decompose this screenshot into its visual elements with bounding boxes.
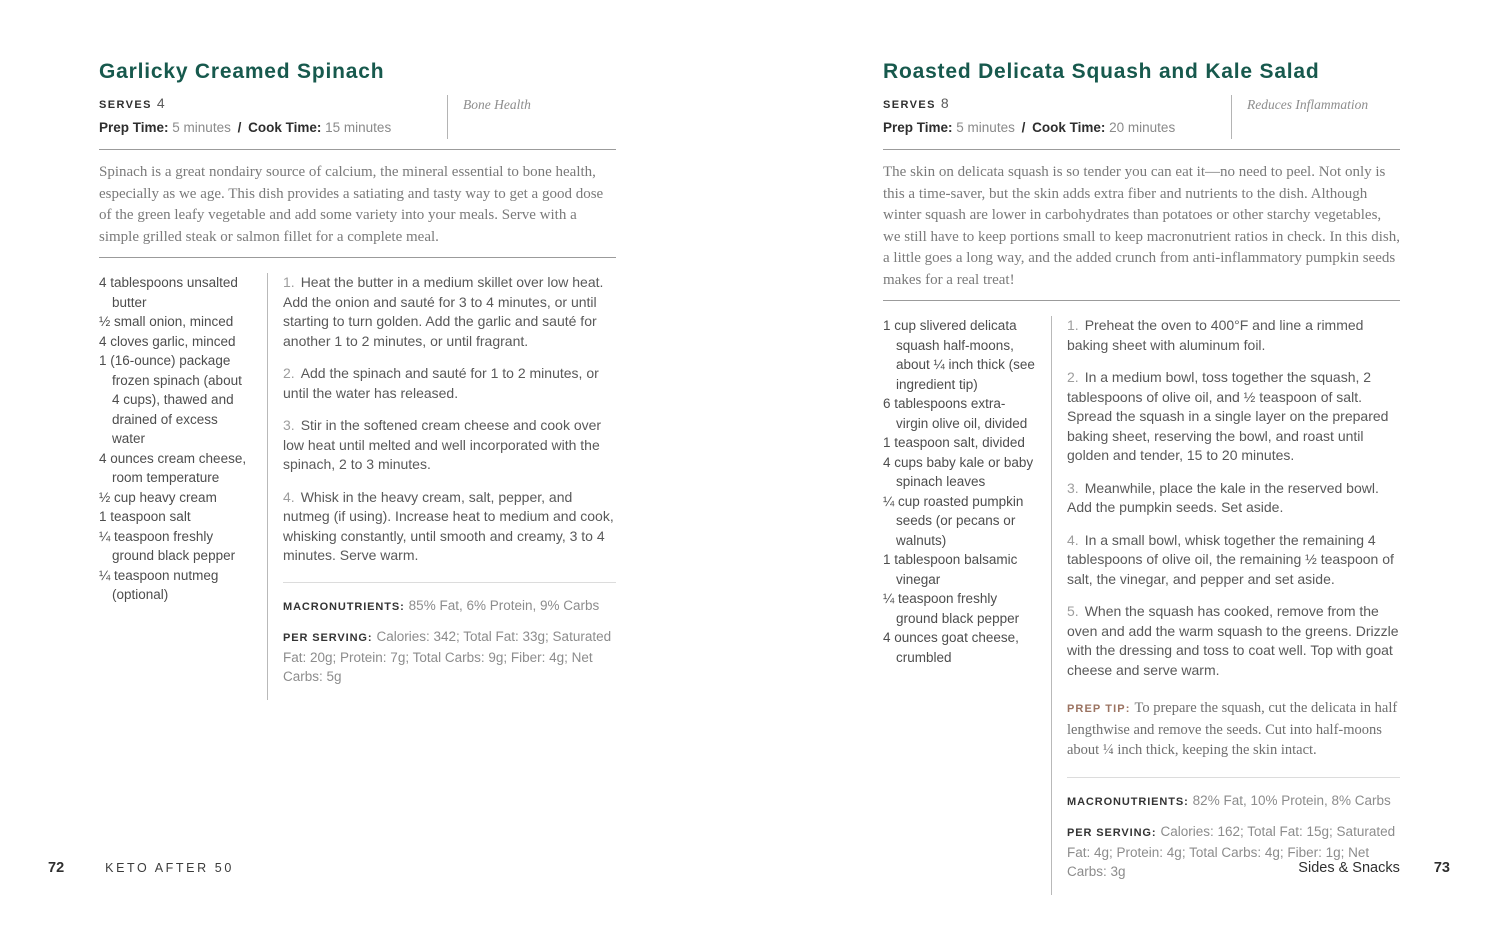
ingredient-item: 1 teaspoon salt <box>99 509 191 524</box>
benefit-tag: Reduces Inflammation <box>1231 95 1368 139</box>
serves-label: SERVES <box>883 99 936 111</box>
cook-time-label: Cook Time: <box>248 120 322 135</box>
step-number: 2. <box>1067 369 1079 385</box>
serves-value: 4 <box>156 95 165 111</box>
ingredient-item: 4 ounces cream cheese, room temperature <box>99 450 247 485</box>
step-number: 2. <box>283 365 295 381</box>
prep-tip-label: PREP TIP: <box>1067 703 1131 715</box>
time-line <box>99 120 616 135</box>
step-text: Stir in the softened cream cheese and cook over low heat until melted and well incorporated with the spinach, 2 to 3 minutes. <box>283 417 602 472</box>
instruction-step <box>283 416 616 475</box>
header-rule <box>99 149 616 150</box>
ingredient-item: ½ cup heavy cream <box>99 489 217 505</box>
step-number: 1. <box>283 274 295 290</box>
macronutrients-line <box>283 596 616 617</box>
page-number-right: 73 <box>1433 860 1450 876</box>
recipe-meta <box>883 95 1400 139</box>
instruction-step <box>283 273 616 351</box>
ingredient-list <box>883 316 1051 895</box>
ingredient-item: 4 ounces goat cheese, crumbled <box>883 630 1019 665</box>
ingredient-item: 1 tablespoon balsamic vinegar <box>883 552 1018 587</box>
ingredient-item: ¼ cup roasted pumpkin seeds (or pecans or walnuts) <box>883 493 1024 548</box>
recipe-left <box>99 60 616 700</box>
step-text: When the squash has cooked, remove from the oven and add the warm squash to the greens. Drizzle with the dressing and toss to coat well. Top with goat cheese and serve warm. <box>1067 603 1399 678</box>
step-text: In a medium bowl, toss together the squash, 2 tablespoons of olive oil, and ½ teaspoon of salt. Spread the squash in a single layer on the prepared baking sheet, reserving the bowl, and roast until golden and tender, 15 to 20 minutes. <box>1067 369 1389 463</box>
step-text: Whisk in the heavy cream, salt, pepper, and nutmeg (if using). Increase heat to medium and cook, whisking constantly, until smooth and creamy, 3 to 4 minutes. Serve warm. <box>283 488 614 563</box>
cook-time-value: 20 minutes <box>1109 120 1176 135</box>
recipe-body <box>883 316 1400 895</box>
step-number: 5. <box>1067 603 1079 619</box>
ingredient-list <box>99 273 267 700</box>
macronutrients-value: 82% Fat, 10% Protein, 8% Carbs <box>1192 792 1391 808</box>
ingredient-item: ¼ teaspoon freshly ground black pepper <box>99 528 236 563</box>
step-number: 4. <box>283 488 295 505</box>
step-text: Add the spinach and sauté for 1 to 2 minutes, or until the water has released. <box>283 365 599 401</box>
recipe-body <box>99 273 616 700</box>
prep-tip-text: To prepare the squash, cut the delicata in half lengthwise and remove the seeds. Cut into half-moons about ¼ inch thick, keeping the skin intact. <box>1067 700 1398 758</box>
ingredient-item: 1 cup slivered delicata squash half-moons, about ¼ inch thick (see ingredient tip) <box>883 318 1035 392</box>
instruction-list <box>1067 316 1400 680</box>
instruction-step <box>283 364 616 403</box>
recipe-intro: Spinach is a great nondairy source of calcium, the mineral essential to bone health, especially as we age. This dish provides a satiating and tasty way to get a good dose of the green leafy vegetable and add some variety into your meals. Serve with a simple grilled steak or salmon fillet for a complete meal. <box>99 164 604 245</box>
intro-rule <box>99 257 616 258</box>
recipe-meta <box>99 95 616 139</box>
recipe-title: Roasted Delicata Squash and Kale Salad <box>883 60 1320 83</box>
prep-time-value: 5 minutes <box>956 120 1015 135</box>
ingredient-item: ½ small onion, minced <box>99 314 234 329</box>
ingredient-item: 1 (16-ounce) package frozen spinach (about 4 cups), thawed and drained of excess water <box>99 353 242 446</box>
ingredient-item: 1 teaspoon salt, divided <box>883 435 1025 450</box>
ingredient-item: 4 cups baby kale or baby spinach leaves <box>883 454 1034 489</box>
instruction-step <box>1067 531 1400 590</box>
instruction-step <box>1067 602 1400 680</box>
cook-time-label: Cook Time: <box>1032 120 1106 135</box>
intro-rule <box>883 300 1400 301</box>
instruction-column <box>267 273 616 700</box>
recipe-right <box>883 60 1400 895</box>
macronutrients-label: MACRONUTRIENTS: <box>283 600 405 613</box>
instruction-step <box>1067 479 1400 518</box>
time-separator: / <box>237 120 242 135</box>
step-number: 3. <box>283 417 295 433</box>
per-serving-label: PER SERVING: <box>1067 826 1157 839</box>
macronutrients-label: MACRONUTRIENTS: <box>1067 795 1189 808</box>
instruction-step <box>1067 368 1400 466</box>
step-number: 4. <box>1067 531 1079 548</box>
prep-time-value: 5 minutes <box>172 120 231 135</box>
serves-value: 8 <box>940 95 949 111</box>
book-title: KETO AFTER 50 <box>105 861 234 875</box>
section-title: Sides & Snacks <box>1298 860 1400 876</box>
macronutrients-value: 85% Fat, 6% Protein, 9% Carbs <box>408 597 600 613</box>
benefit-tag: Bone Health <box>447 95 531 139</box>
ingredient-item: ¼ teaspoon freshly ground black pepper <box>883 591 1020 626</box>
step-text: In a small bowl, whisk together the remaining 4 tablespoons of olive oil, the remaining ½ teaspoon of salt, the vinegar, and pepper and set aside. <box>1067 531 1394 587</box>
ingredient-item: ¼ teaspoon nutmeg (optional) <box>99 567 219 602</box>
footer-left <box>48 860 234 876</box>
serves-label: SERVES <box>99 99 152 111</box>
prep-time-label: Prep Time: <box>99 120 169 135</box>
prep-time-label: Prep Time: <box>883 120 953 135</box>
step-text: Meanwhile, place the kale in the reserved bowl. Add the pumpkin seeds. Set aside. <box>1067 479 1379 515</box>
ingredient-item: 4 cloves garlic, minced <box>99 333 236 349</box>
step-number: 1. <box>1067 317 1079 333</box>
header-rule <box>883 149 1400 150</box>
instruction-list <box>283 273 616 566</box>
ingredient-item: 6 tablespoons extra-virgin olive oil, divided <box>883 396 1028 431</box>
time-separator: / <box>1021 120 1026 135</box>
step-text: Preheat the oven to 400°F and line a rimmed baking sheet with aluminum foil. <box>1067 317 1364 353</box>
page-number-left: 72 <box>48 860 65 876</box>
recipe-intro: The skin on delicata squash is so tender you can eat it—no need to peel. Not only is this a time-saver, but the skin adds extra fiber and nutrients to the dish. Although winter squash are lower in carbohydrates than potatoes or other starchy vegetables, we still have to keep portions small to keep macronutrient ratios in check. In this dish, a little goes a long way, and the added crunch from anti-inflammatory pumpkin seeds makes for a real treat! <box>883 164 1400 288</box>
recipe-title: Garlicky Creamed Spinach <box>99 60 385 83</box>
instruction-step <box>283 488 616 566</box>
per-serving-line <box>283 627 616 686</box>
step-text: Heat the butter in a medium skillet over low heat. Add the onion and sauté for 3 to 4 minutes, or until starting to turn golden. Add the garlic and sauté for another 1 to 2 minutes, or until fragrant. <box>283 274 604 349</box>
instruction-column <box>1051 316 1400 895</box>
instruction-step <box>1067 316 1400 355</box>
footer-right <box>1298 860 1450 876</box>
per-serving-label: PER SERVING: <box>283 631 373 644</box>
prep-tip <box>1067 698 1400 761</box>
cook-time-value: 15 minutes <box>325 120 392 135</box>
per-serving-value: Calories: 162; Total Fat: 15g; Saturated Fat: 4g; Protein: 4g; Total Carbs: 4g; Fiber: 1g; Net Carbs: 3g <box>1067 823 1396 879</box>
macronutrients-line <box>1067 791 1400 812</box>
ingredient-item: 4 tablespoons unsalted butter <box>99 275 238 310</box>
serves-line <box>99 95 616 113</box>
step-number: 3. <box>1067 479 1079 496</box>
per-serving-value: Calories: 342; Total Fat: 33g; Saturated Fat: 20g; Protein: 7g; Total Carbs: 9g; Fiber: 4g; Net Carbs: 5g <box>283 628 612 684</box>
nutrition-section <box>283 582 616 686</box>
